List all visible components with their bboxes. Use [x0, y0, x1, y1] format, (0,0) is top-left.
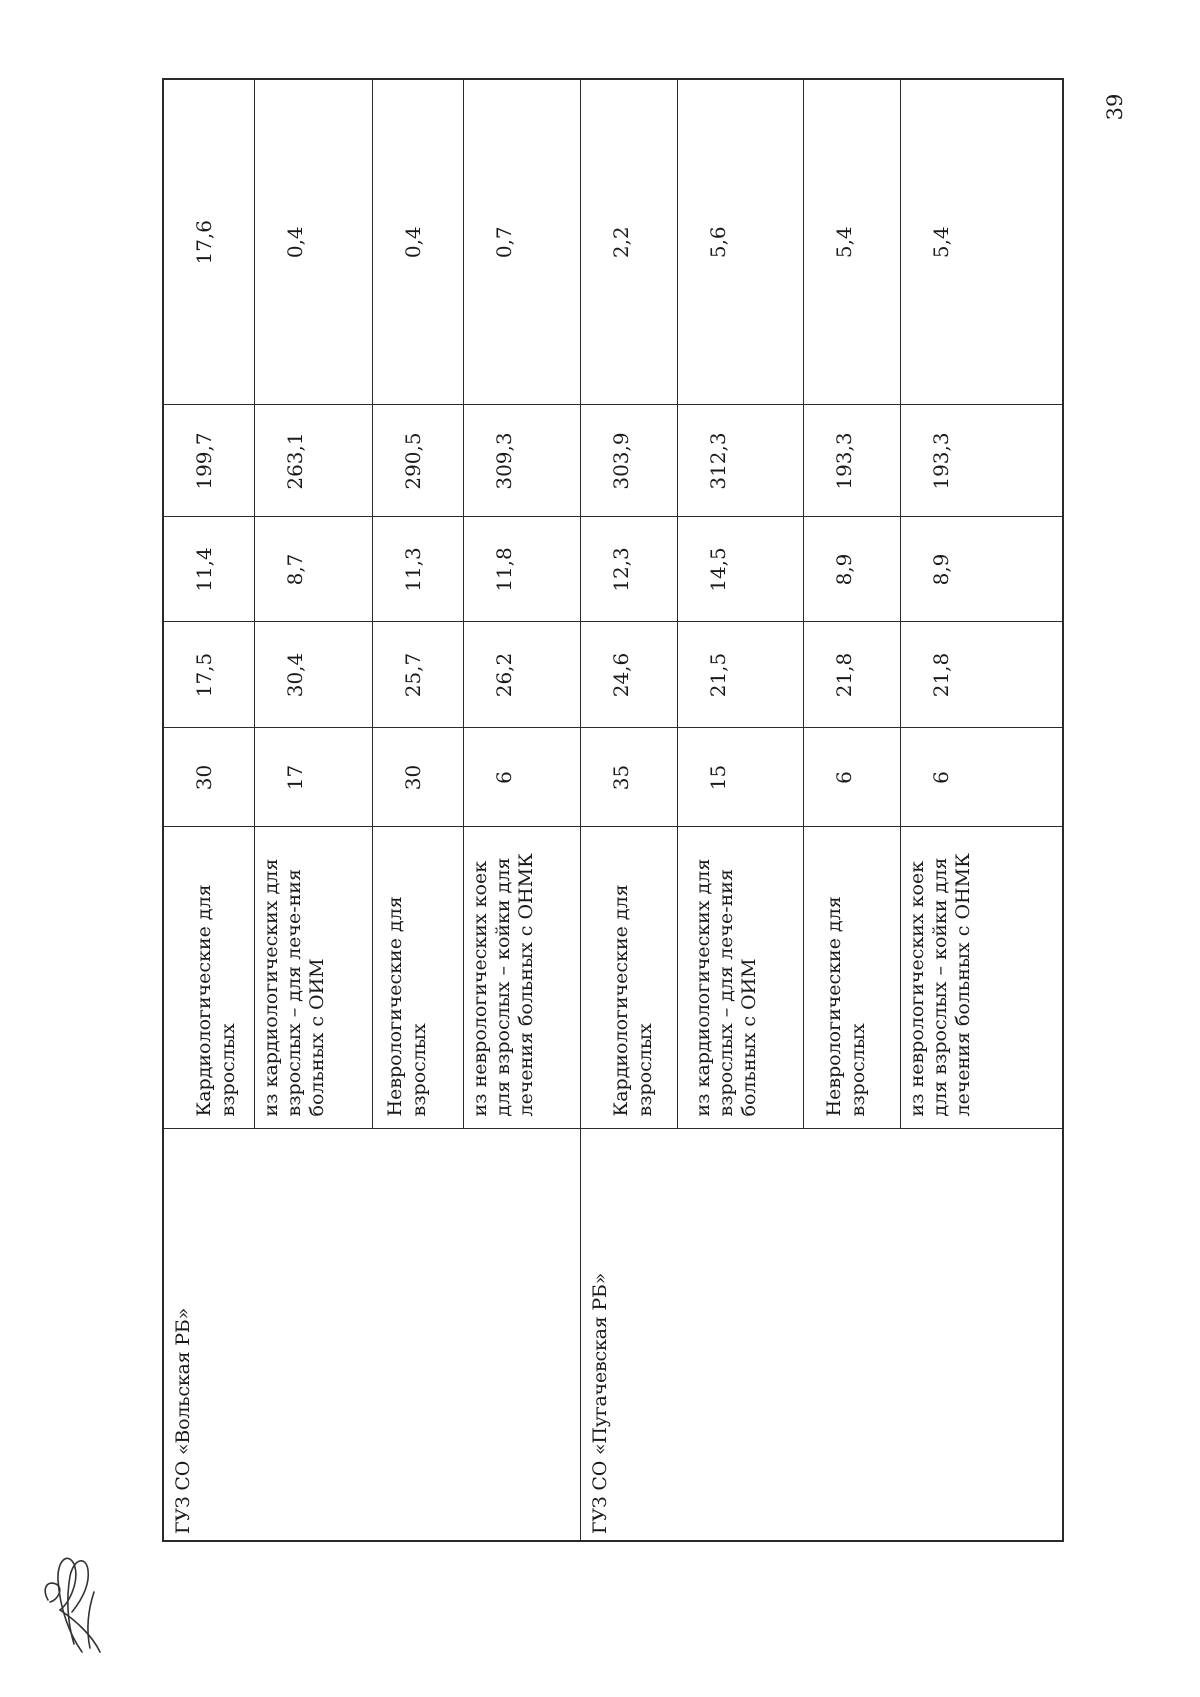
org-name-cell: ГУЗ СО «Вольская РБ»: [163, 1129, 580, 1541]
value-cell-beds: 6: [803, 728, 900, 827]
value-cell-beds: 6: [463, 728, 580, 827]
value-cell-2: 30,4: [254, 622, 372, 728]
value-cell-4: 303,9: [580, 405, 677, 517]
value-cell-4: 309,3: [463, 405, 580, 517]
bed-type-cell: из неврологических коек для взрослых – койки для лечения больных с ОНМК: [900, 827, 1063, 1129]
value-cell-4: 193,3: [803, 405, 900, 517]
value-cell-3: 8,7: [254, 517, 372, 622]
bed-type-cell: из кардиологических для взрослых – для лече-ния больных с ОИМ: [254, 827, 372, 1129]
value-cell-4: 199,7: [163, 405, 254, 517]
value-cell-3: 11,8: [463, 517, 580, 622]
org-name-cell: ГУЗ СО «Пугачевская РБ»: [580, 1129, 1063, 1541]
value-cell-5: 5,4: [803, 79, 900, 405]
bed-type-cell: Неврологические для взрослых: [803, 827, 900, 1129]
value-cell-3: 11,3: [372, 517, 463, 622]
value-cell-5: 0,4: [254, 79, 372, 405]
bed-type-cell: Неврологические для взрослых: [372, 827, 463, 1129]
table-row: [163, 79, 254, 1541]
signature-icon: [30, 1540, 120, 1660]
value-cell-beds: 35: [580, 728, 677, 827]
table-row: [580, 79, 677, 1541]
value-cell-3: 11,4: [163, 517, 254, 622]
value-cell-2: 24,6: [580, 622, 677, 728]
rotated-table-container: [162, 80, 1062, 1542]
bed-type-cell: из неврологических коек для взрослых – койки для лечения больных с ОНМК: [463, 827, 580, 1129]
value-cell-5: 5,4: [900, 79, 1063, 405]
value-cell-4: 263,1: [254, 405, 372, 517]
value-cell-4: 290,5: [372, 405, 463, 517]
value-cell-3: 8,9: [900, 517, 1063, 622]
value-cell-2: 21,8: [900, 622, 1063, 728]
value-cell-5: 0,4: [372, 79, 463, 405]
value-cell-4: 193,3: [900, 405, 1063, 517]
bed-type-cell: Кардиологические для взрослых: [580, 827, 677, 1129]
value-cell-3: 12,3: [580, 517, 677, 622]
value-cell-5: 0,7: [463, 79, 580, 405]
value-cell-2: 25,7: [372, 622, 463, 728]
bed-type-cell: из кардиологических для взрослых – для лече-ния больных с ОИМ: [677, 827, 803, 1129]
value-cell-5: 2,2: [580, 79, 677, 405]
value-cell-2: 21,8: [803, 622, 900, 728]
value-cell-beds: 17: [254, 728, 372, 827]
value-cell-2: 26,2: [463, 622, 580, 728]
value-cell-beds: 30: [372, 728, 463, 827]
value-cell-5: 17,6: [163, 79, 254, 405]
value-cell-2: 21,5: [677, 622, 803, 728]
bed-type-cell: Кардиологические для взрослых: [163, 827, 254, 1129]
value-cell-beds: 15: [677, 728, 803, 827]
bed-statistics-table: [162, 78, 1064, 1542]
value-cell-3: 8,9: [803, 517, 900, 622]
value-cell-4: 312,3: [677, 405, 803, 517]
value-cell-beds: 30: [163, 728, 254, 827]
value-cell-beds: 6: [900, 728, 1063, 827]
page-number: 39: [1103, 93, 1127, 121]
value-cell-3: 14,5: [677, 517, 803, 622]
value-cell-2: 17,5: [163, 622, 254, 728]
value-cell-5: 5,6: [677, 79, 803, 405]
